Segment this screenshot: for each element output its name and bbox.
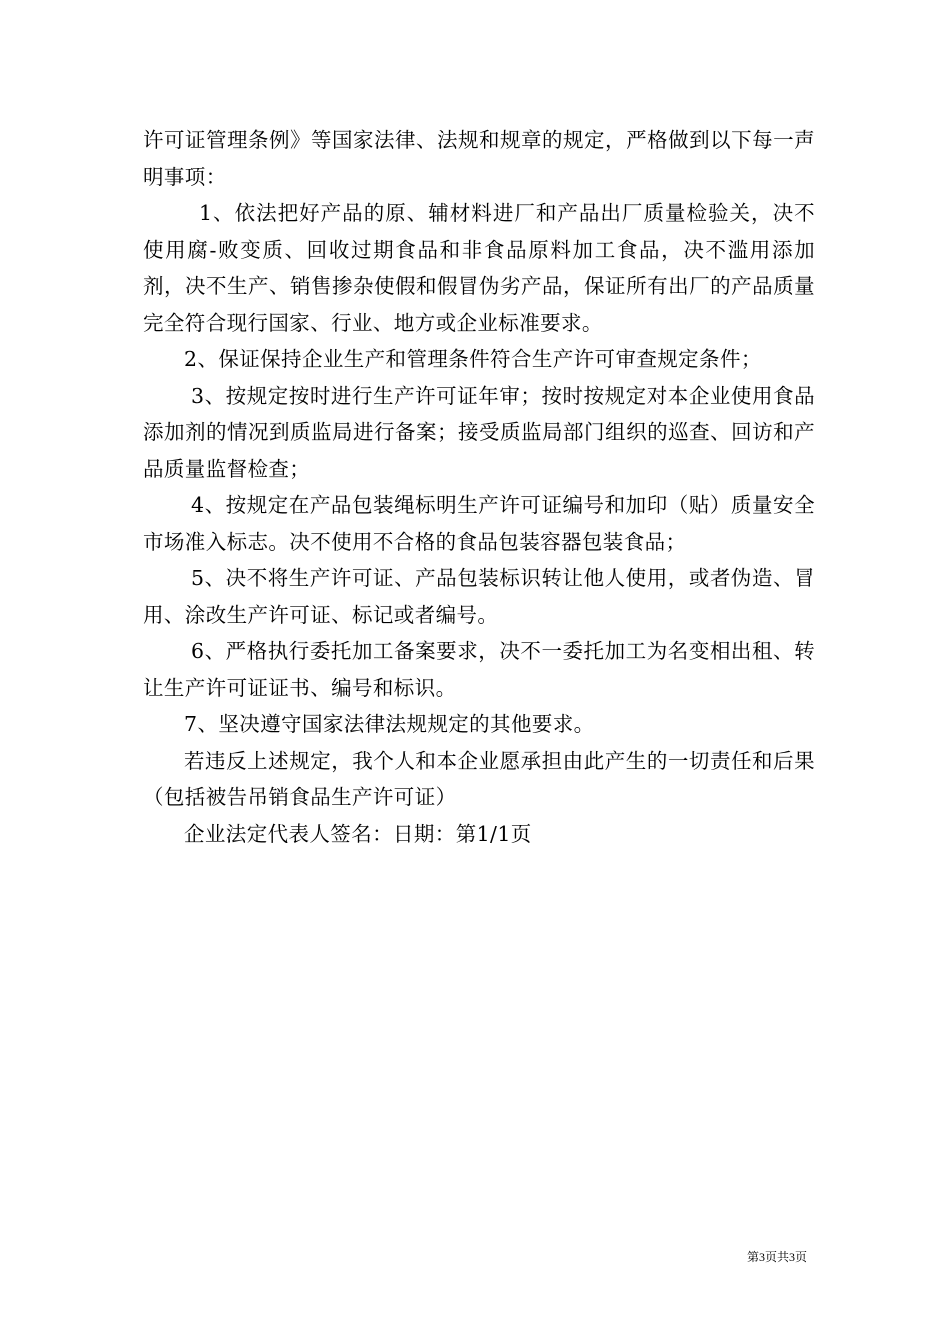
document-body: [143, 122, 815, 852]
paragraph-intro: 许可证管理条例》等国家法律、法规和规章的规定，严格做到以下每一声明事项：: [143, 128, 815, 189]
paragraph-item-1: 1、依法把好产品的原、辅材料进厂和产品出厂质量检验关，决不使用腐-败变质、回收过期食品和非食品原料加工食品，决不滥用添加剂，决不生产、销售掺杂使假和假冒伪劣产品，保证所有出厂的产品质量完全符合现行国家、行业、地方或企业标准要求。: [143, 201, 815, 335]
paragraph-item-5: 5、决不将生产许可证、产品包装标识转让他人使用，或者伪造、冒用、涂改生产许可证、标记或者编号。: [143, 566, 815, 627]
paragraph-item-2: 2、保证保持企业生产和管理条件符合生产许可审查规定条件；: [184, 347, 762, 371]
paragraph-liability: 若违反上述规定，我个人和本企业愿承担由此产生的一切责任和后果（包括被告吊销食品生产许可证）: [143, 748, 815, 809]
page-number: 第3页共3页: [746, 1250, 807, 1264]
signature-line: 企业法定代表人签名：日期：第1/1页: [184, 821, 532, 846]
paragraph-item-7: 7、坚决遵守国家法律法规规定的其他要求。: [184, 712, 595, 736]
paragraph-item-4: 4、按规定在产品包装绳标明生产许可证编号和加印（贴）质量安全市场准入标志。决不使用不合格的食品包装容器包装食品；: [143, 493, 815, 554]
paragraph-item-3: 3、按规定按时进行生产许可证年审；按时按规定对本企业使用食品添加剂的情况到质监局进行备案；接受质监局部门组织的巡查、回访和产品质量监督检查；: [143, 383, 815, 481]
paragraph-item-6: 6、严格执行委托加工备案要求，决不一委托加工为名变相出租、转让生产许可证证书、编号和标识。: [143, 639, 815, 700]
